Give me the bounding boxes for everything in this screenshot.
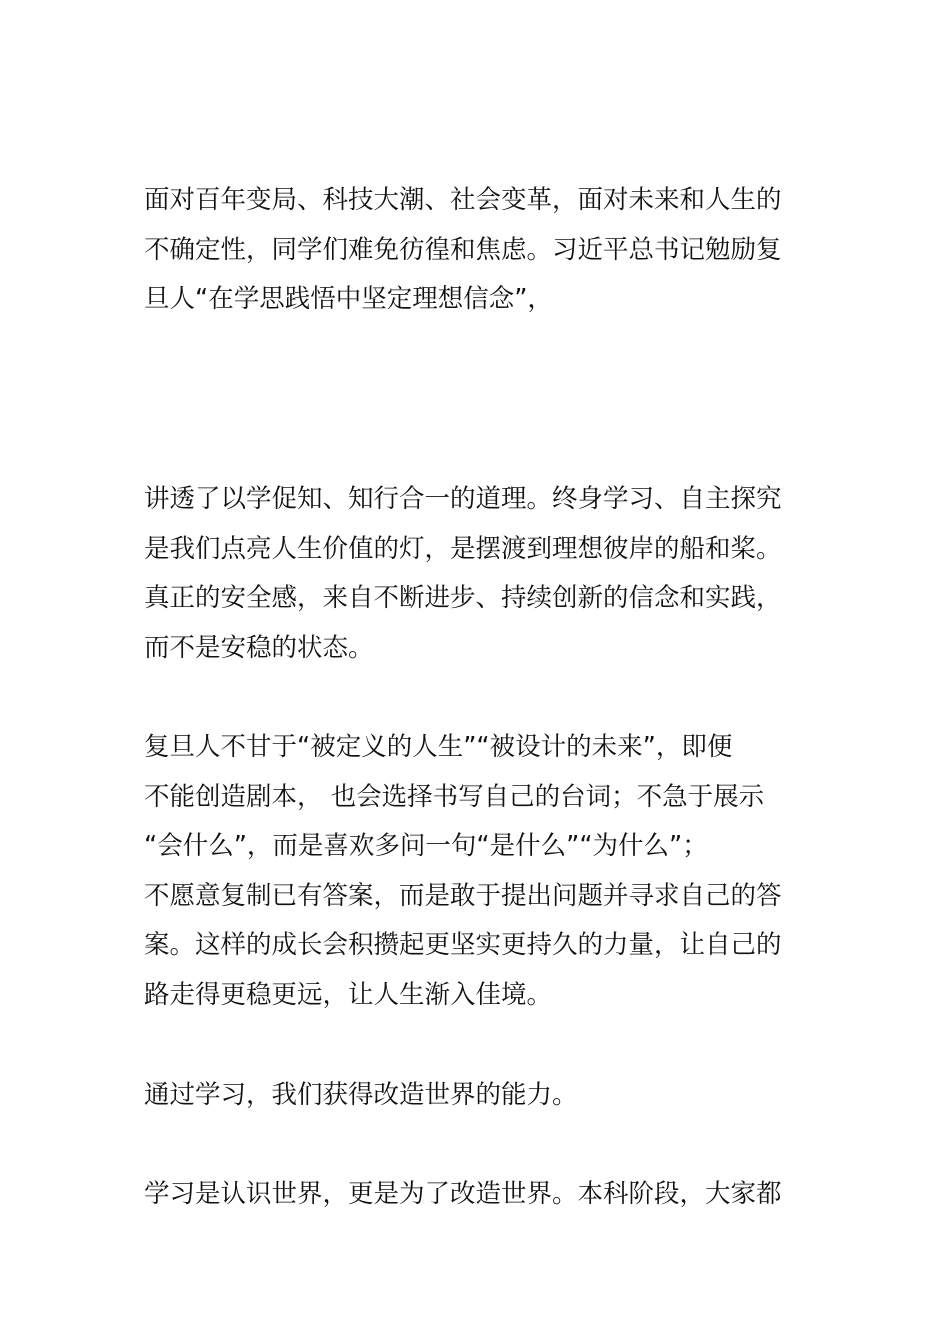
text-line: 讲透了以学促知、知行合一的道理。终身学习、自主探究 [144,484,782,514]
text-line: 路走得更稳更远，让人生渐入佳境。 [144,979,553,1010]
text-line: 而不是安稳的状态。 [144,632,374,663]
text-line: 学习是认识世界，更是为了改造世界。本科阶段，大家都 [144,1179,782,1209]
text-line: 真正的安全感，来自不断进步、持续创新的信念和实践， [144,583,782,613]
text-line: 复旦人不甘于“被定义的人生”“被设计的未来”，即便 [144,732,733,762]
text-line: 不愿意复制已有答案，而是敢于提出问题并寻求自己的答 [144,880,782,911]
text-line: 面对百年变局、科技大潮、社会变革，面对未来和人生的 [144,185,782,215]
text-line: “会什么”，而是喜欢多问一句“是什么”“为什么”； [144,831,708,861]
text-line: 不能创造剧本， 也会选择书写自己的台词；不急于展示 [144,781,765,812]
text-line: 旦人“在学思践悟中坚定理想信念”， [144,284,553,314]
text-line: 案。这样的成长会积攒起更坚实更持久的力量，让自己的 [144,930,782,960]
text-line: 不确定性，同学们难免彷徨和焦虑。习近平总书记勉励复 [144,234,782,265]
paragraph-5 [144,1170,812,1220]
text-line: 通过学习，我们获得改造世界的能力。 [144,1080,578,1110]
paragraph-2 [144,475,812,673]
paragraph-1 [144,176,812,325]
text-line: 是我们点亮人生价值的灯，是摆渡到理想彼岸的船和桨。 [144,533,782,564]
paragraph-3 [144,723,812,1020]
paragraph-4 [144,1071,812,1121]
